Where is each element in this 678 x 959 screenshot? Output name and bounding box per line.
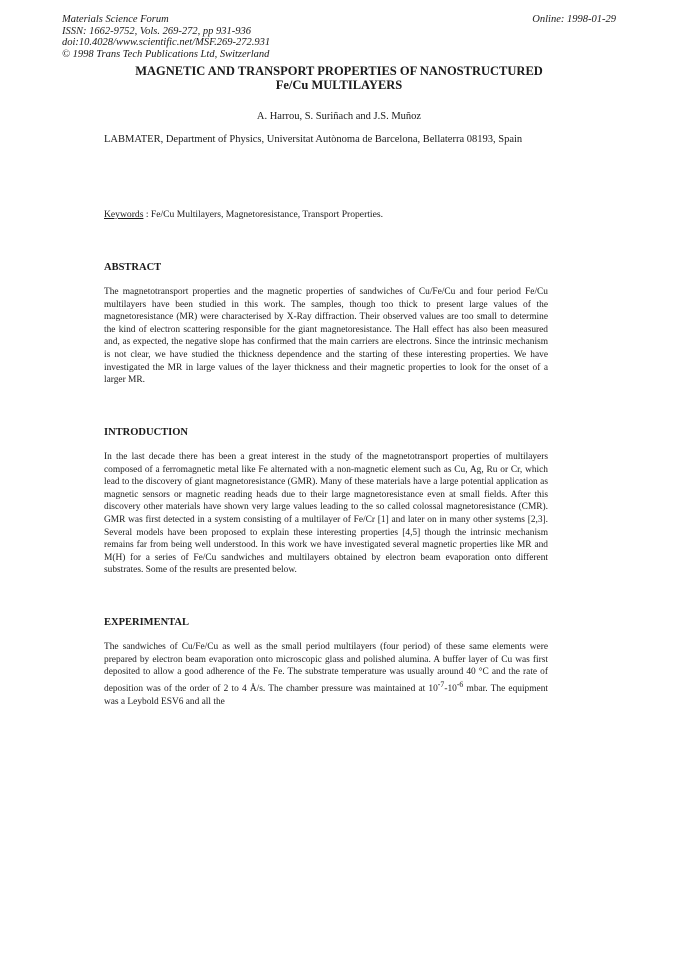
- experimental-text-part-2: mbar. The equipment was a Leybold ESV6 and all the: [104, 683, 548, 707]
- authors: A. Harrou, S. Suriñach and J.S. Muñoz: [256, 111, 422, 122]
- pressure-separator: -10: [444, 683, 457, 694]
- pressure-exponent-2: -6: [456, 679, 464, 689]
- keywords-text: : Fe/Cu Multilayers, Magnetoresistance, Transport Properties.: [143, 209, 383, 220]
- online-date: Online: 1998-01-29: [532, 14, 616, 25]
- introduction-text: In the last decade there has been a great interest in the study of the magnetotransport properties of multilayers composed of a ferromagnetic metal like Fe alternated with a non-magnetic element such as Cu, Ag, Ru or Cr, which lead to the discovery of giant magnetoresistance (GMR). Many of these materials have a large potential application as magnetic sensors or magnetic reading heads due to their large magnetoresistance even at small fields. After this discovery other materials have shown very large values leading to the so called colossal magnetoresistance (CMR). GMR was first detected in a system consisting of a multilayer of Fe/Cr [1] and later on in many other systems [2,3]. Several models have been proposed to explain these interesting properties [4,5] though the intrinsic mechanism remains far from being well understood. In this work we have investigated several magnetic properties like MR and M(H) for a series of Fe/Cu sandwiches and multilayers obtained by electron beam evaporation onto different substrates. Some of the results are presented below.: [104, 452, 548, 576]
- title-line-1: MAGNETIC AND TRANSPORT PROPERTIES OF NANOSTRUCTURED: [135, 64, 543, 78]
- abstract-heading: ABSTRACT: [104, 262, 162, 273]
- keywords-label: Keywords: [104, 209, 144, 220]
- affiliation: LABMATER, Department of Physics, Universitat Autònoma de Barcelona, Bellaterra 08193, Spain: [104, 134, 523, 145]
- doi-line: doi:10.4028/www.scientific.net/MSF.269-272.931: [62, 37, 271, 49]
- journal-header: [62, 14, 270, 60]
- experimental-heading: EXPERIMENTAL: [104, 617, 189, 628]
- title-line-2: Fe/Cu MULTILAYERS: [275, 78, 403, 92]
- pressure-exponent-1: -7: [437, 679, 445, 689]
- abstract-text: The magnetotransport properties and the magnetic properties of sandwiches of Cu/Fe/Cu and four period Fe/Cu multilayers have been studied in this work. The samples, though too thick to present large values of the magnetoresistance (MR) were characterised by X-Ray diffraction. Their observed values are too small to determine the kind of electron scattering responsible for the giant magnetoresistance. The Hall effect has also been measured and, as expected, the negative slope has confirmed that the main carriers are electrons. Since the intrinsic mechanism is not clear, we have studied the thickness dependence and the starting of these interesting properties. We have investigated the MR in large values of the layer thickness and their magnetic properties to look for the onset of a larger MR.: [104, 287, 548, 386]
- introduction-heading: INTRODUCTION: [104, 427, 189, 438]
- paper-title: [0, 64, 678, 92]
- experimental-text: [104, 641, 548, 708]
- keywords: [104, 209, 383, 220]
- experimental-text-part-1: The sandwiches of Cu/Fe/Cu as well as the small period multilayers (four period) of these same elements were prepared by electron beam evaporation onto microscopic glass and polished alumina. A buffer layer of Cu was first deposited to allow a good adherence of the Fe. The substrate temperature was usually around 40 °C and the rate of deposition was of the order of 2 to 4 Å/s. The chamber pressure was maintained at 10: [104, 642, 548, 694]
- issn-line: ISSN: 1662-9752, Vols. 269-272, pp 931-936: [62, 25, 251, 37]
- copyright-line: © 1998 Trans Tech Publications Ltd, Switzerland: [62, 48, 270, 60]
- journal-name: Materials Science Forum: [62, 14, 169, 25]
